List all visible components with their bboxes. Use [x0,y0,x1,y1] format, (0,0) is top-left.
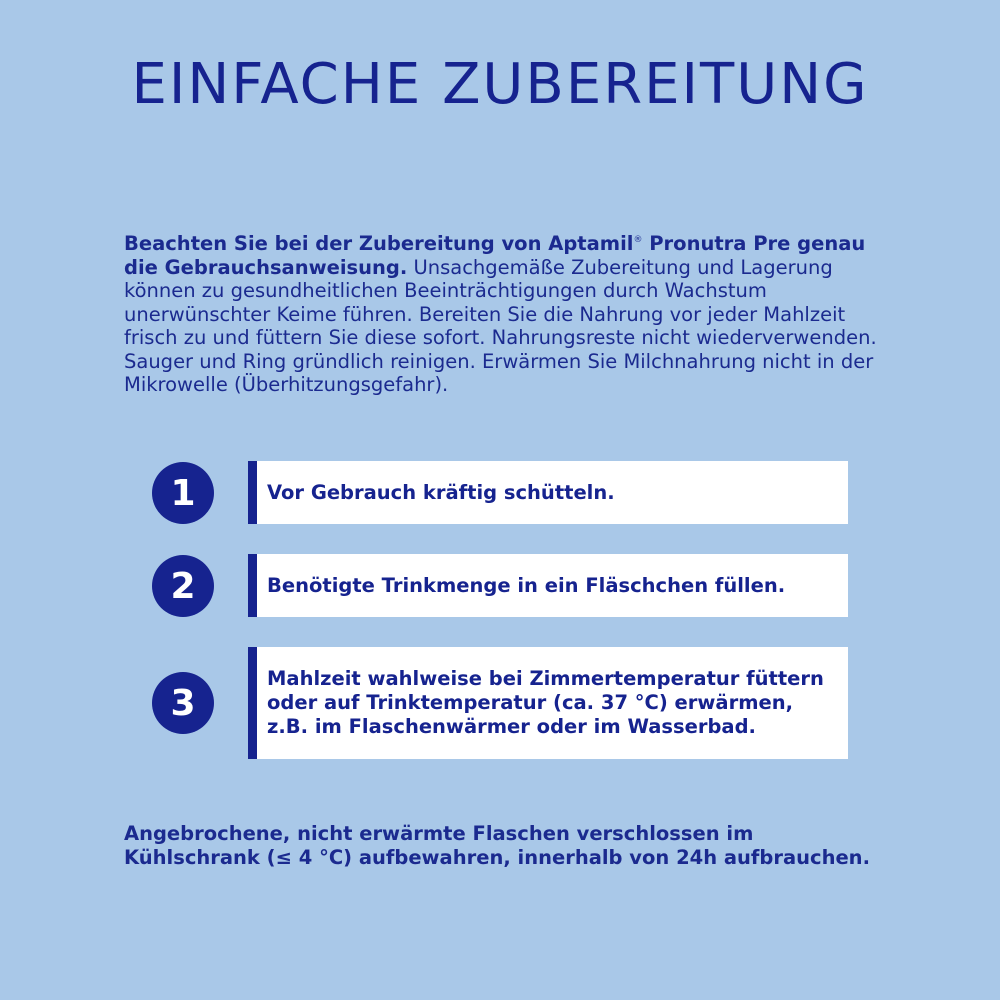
step-1-box [248,461,848,524]
registered-mark: ® [633,235,643,245]
step-3-number-badge: 3 [152,672,214,734]
storage-note: Angebrochene, nicht erwärmte Flaschen verschlossen im Kühlschrank (≤ 4 °C) aufbewahren, innerhalb von 24h aufbrauchen. [124,822,870,869]
intro-regular-text: Unsachgemäße Zubereitung und Lagerung können zu gesundheitlichen Beeinträchtigungen durch Wachstum unerwünschter Keime führen. Bereiten Sie die Nahrung vor jeder Mahlzeit frisch zu und füttern Sie diese sofort. Nahrungsreste nicht wiederverwenden. Sauger und Ring gründlich reinigen. Erwärmen Sie Milchnahrung nicht in der Mikrowelle (Überhitzungsgefahr). [124,255,877,396]
page-title: EINFACHE ZUBEREITUNG [131,52,869,117]
step-2-text: Benötigte Trinkmenge in ein Fläschchen füllen. [267,573,786,597]
step-3-text: Mahlzeit wahlweise bei Zimmertemperatur füttern oder auf Trinktemperatur (ca. 37 °C) erwärmen, z.B. im Flaschenwärmer oder im Wasserbad. [267,667,824,738]
step-1-text: Vor Gebrauch kräftig schütteln. [267,480,615,504]
step-2-number-badge: 2 [152,555,214,617]
step-2-box [248,554,848,617]
intro-bold-text-2: Pronutra Pre genau die Gebrauchsanweisung. [124,232,866,279]
step-1-number-badge: 1 [152,462,214,524]
intro-paragraph [124,232,884,397]
intro-bold-text-1: Beachten Sie bei der Zubereitung von Aptamil [124,232,634,255]
step-3-box [248,647,848,759]
